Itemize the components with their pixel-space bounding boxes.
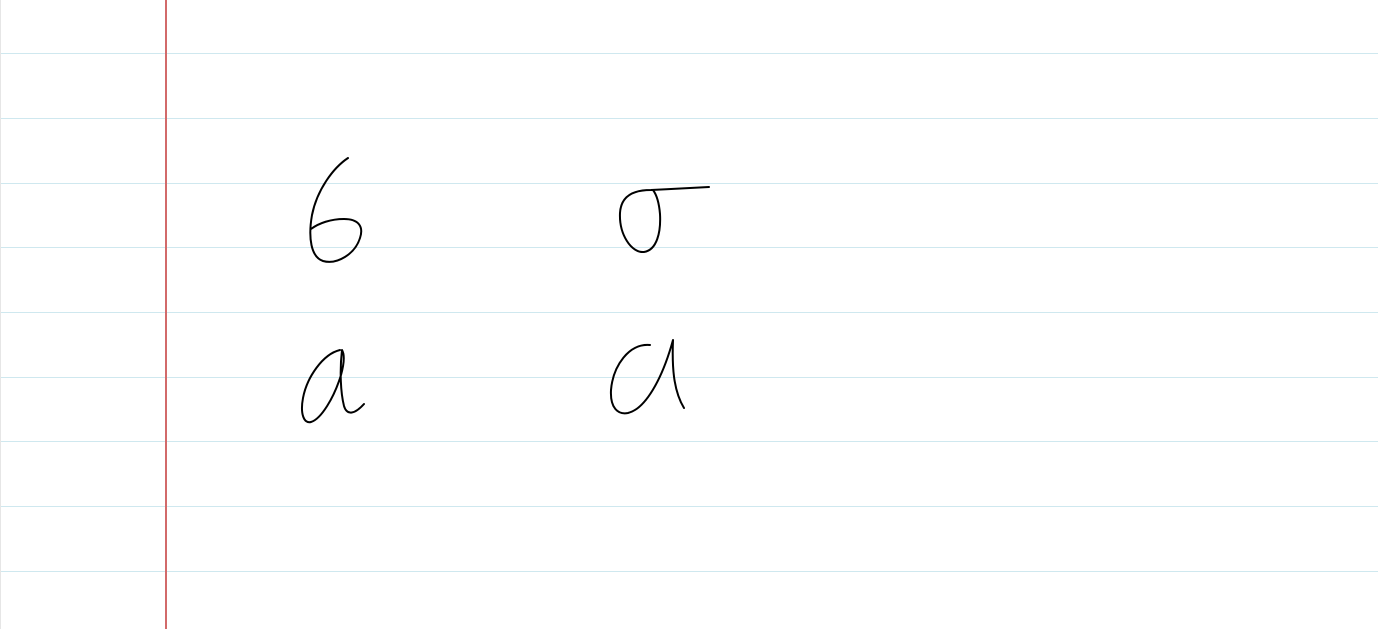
handwritten-sigma — [620, 187, 709, 252]
rule-line — [1, 571, 1378, 572]
rule-line — [1, 312, 1378, 313]
rule-line — [1, 247, 1378, 248]
rule-line — [1, 506, 1378, 507]
margin-line — [165, 0, 167, 629]
rule-line — [1, 183, 1378, 184]
rule-line — [1, 53, 1378, 54]
handwriting-canvas — [1, 0, 1378, 629]
handwritten-a — [302, 350, 364, 422]
rule-line — [1, 377, 1378, 378]
rule-line — [1, 118, 1378, 119]
rule-line — [1, 441, 1378, 442]
